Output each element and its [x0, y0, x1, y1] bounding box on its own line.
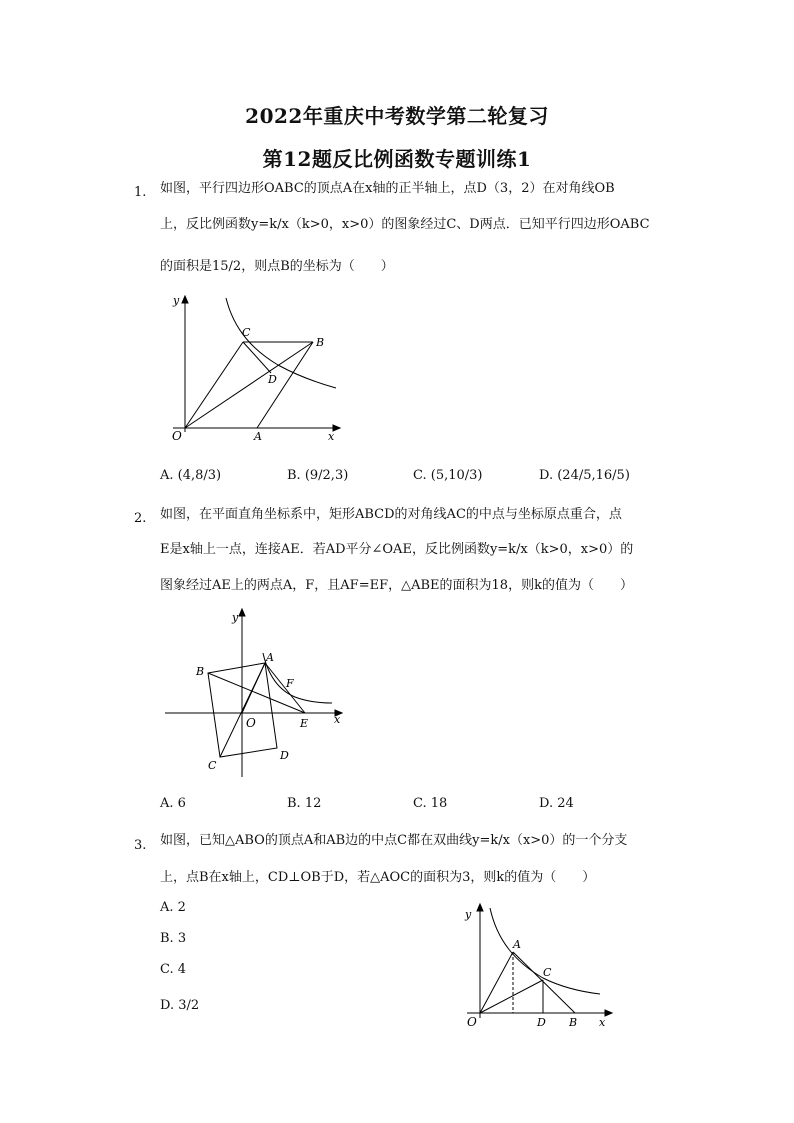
question-3-number: 3.: [134, 838, 147, 853]
q1-label-a: A: [254, 430, 262, 443]
q3-label-a: A: [513, 938, 521, 951]
q1-label-o: O: [172, 429, 182, 443]
q1-label-d: D: [268, 373, 277, 386]
q1-label-b: B: [316, 336, 325, 349]
question-1-line-2: 上，反比例函数y=k/x（k>0，x>0）的图象经过C、D两点．已知平行四边形OABC: [160, 217, 650, 232]
q2-option-a[interactable]: A. 6: [160, 796, 186, 811]
question-1-line-1: 如图，平行四边形OABC的顶点A在x轴的正半轴上，点D（3，2）在对角线OB: [160, 181, 615, 196]
question-3-line-1: 如图，已知△ABO的顶点A和AB边的中点C都在双曲线y=k/x（x>0）的一个分支: [160, 833, 628, 848]
q2-option-d[interactable]: D. 24: [539, 796, 574, 811]
q2-label-x: x: [334, 713, 341, 726]
q2-label-a: A: [266, 651, 274, 664]
q3-label-b: B: [569, 1016, 578, 1029]
q1-label-c: C: [242, 326, 251, 339]
q2-option-b[interactable]: B. 12: [287, 796, 322, 811]
question-3-line-2: 上，点B在x轴上，CD⊥OB于D，若△AOC的面积为3，则k的值为（ ）: [160, 870, 596, 885]
question-2-line-1: 如图，在平面直角坐标系中，矩形ABCD的对角线AC的中点与坐标原点重合，点: [160, 507, 622, 522]
q3-label-x: x: [599, 1016, 606, 1029]
question-2-line-2: E是x轴上一点，连接AE．若AD平分∠OAE，反比例函数y=k/x（k>0，x>0）的: [160, 542, 634, 557]
question-2-figure: [160, 605, 350, 780]
q3-label-c: C: [543, 966, 552, 979]
page-subtitle: 第12题反比例函数专题训练1: [262, 147, 532, 171]
q2-label-f: F: [286, 677, 294, 690]
q3-option-c[interactable]: C. 4: [160, 962, 187, 977]
q2-label-d: D: [280, 749, 289, 762]
q1-option-a[interactable]: A. (4,8/3): [160, 468, 222, 483]
q1-option-c[interactable]: C. (5,10/3): [413, 468, 483, 483]
q1-option-b[interactable]: B. (9/2,3): [287, 468, 349, 483]
q2-label-c: C: [208, 759, 217, 772]
q2-label-y: y: [232, 611, 239, 624]
question-2-number: 2.: [134, 511, 147, 526]
q1-label-x: x: [328, 430, 335, 443]
q2-option-c[interactable]: C. 18: [413, 796, 448, 811]
q1-option-d[interactable]: D. (24/5,16/5): [539, 468, 630, 483]
q1-label-y: y: [173, 294, 180, 307]
q3-label-d: D: [537, 1016, 546, 1029]
q2-label-b: B: [196, 665, 205, 678]
q2-label-o: O: [246, 716, 256, 730]
q3-option-d[interactable]: D. 3/2: [160, 998, 200, 1013]
question-2-line-3: 图象经过AE上的两点A，F，且AF=EF，△ABE的面积为18，则k的值为（ ）: [160, 578, 633, 593]
question-1-number: 1.: [134, 185, 147, 200]
question-3-figure: [455, 900, 625, 1035]
page-title: 2022年重庆中考数学第二轮复习: [245, 104, 549, 128]
q3-label-o: O: [467, 1015, 477, 1029]
q3-option-a[interactable]: A. 2: [160, 900, 186, 915]
question-1-line-3: 的面积是15/2，则点B的坐标为（ ）: [160, 259, 394, 274]
q3-option-b[interactable]: B. 3: [160, 931, 187, 946]
q2-label-e: E: [300, 717, 309, 730]
question-1-figure: [158, 290, 348, 450]
q3-label-y: y: [465, 908, 472, 921]
